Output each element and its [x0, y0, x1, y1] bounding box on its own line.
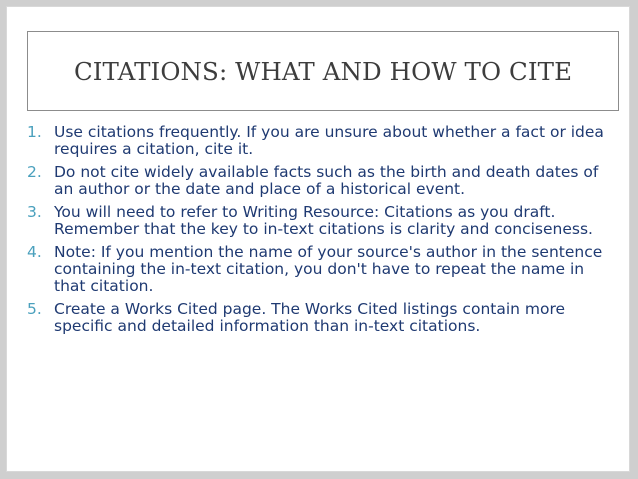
slide-title: CITATIONS: WHAT AND HOW TO CITE	[73, 56, 573, 86]
item-text: You will need to refer to Writing Resource: Citations as you draft. Remember that the key to in-text citations is clarity and conciseness.	[54, 203, 593, 238]
list-item	[27, 164, 607, 198]
item-number: 3.	[27, 203, 42, 221]
item-text: Create a Works Cited page. The Works Cited listings contain more specific and detailed information than in-text citations.	[54, 300, 566, 335]
item-number: 1.	[27, 123, 42, 141]
item-number: 4.	[27, 243, 42, 261]
list-item	[27, 244, 607, 295]
title-box	[27, 31, 619, 111]
list-item	[27, 301, 607, 335]
slide	[6, 6, 630, 472]
citation-list	[27, 124, 607, 341]
item-number: 2.	[27, 163, 42, 181]
list-item	[27, 124, 607, 158]
item-number: 5.	[27, 300, 42, 318]
item-text: Use citations frequently. If you are unsure about whether a fact or idea requires a citation, cite it.	[54, 123, 604, 158]
item-text: Do not cite widely available facts such as the birth and death dates of an author or the date and place of a historical event.	[54, 163, 599, 198]
list-item	[27, 204, 607, 238]
item-text: Note: If you mention the name of your source's author in the sentence containing the in-text citation, you don't have to repeat the name in that citation.	[54, 243, 603, 295]
